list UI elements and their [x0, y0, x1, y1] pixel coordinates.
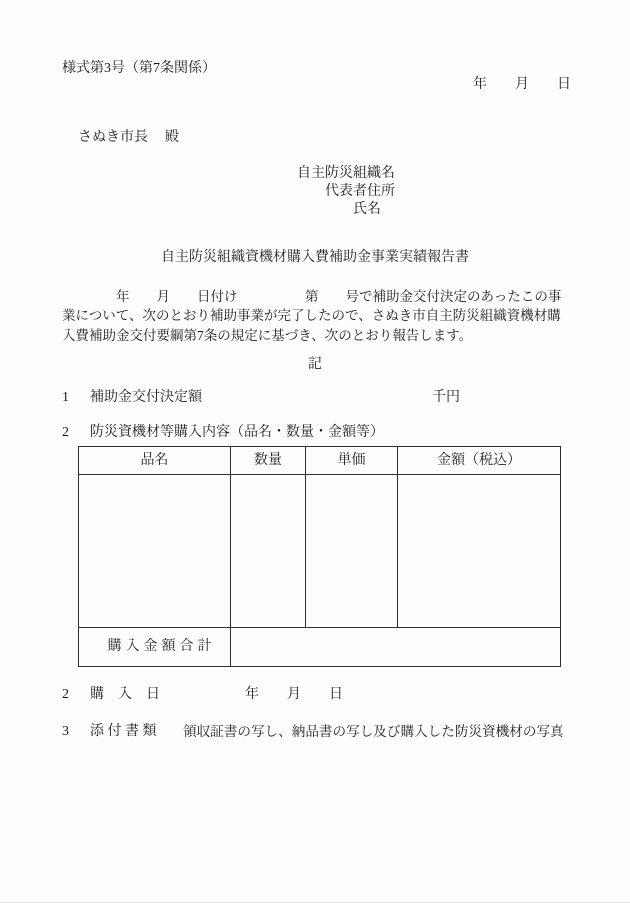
table-total-row [79, 628, 561, 667]
col-header-unit-price: 単価 [306, 447, 398, 475]
cell-quantity [231, 475, 306, 628]
addressee-line [78, 131, 378, 147]
grant-amount-unit: 千円 [432, 390, 460, 405]
purchase-date-blank: 年 月 日 [245, 687, 343, 702]
grant-amount-label: 補助金交付決定額 [90, 390, 202, 405]
attachments-number: 3 [62, 724, 69, 739]
body-line-1: 年 月 日付け 第 号で補助金交付決定のあったこの事 [62, 289, 562, 304]
grant-amount-line [62, 391, 574, 407]
sender-name-label: 氏名 [353, 202, 381, 217]
attachments-line [62, 725, 574, 741]
table-header-row [79, 447, 561, 475]
purchase-date-number: 2 [62, 687, 69, 702]
total-value-cell [231, 628, 561, 667]
body-line-2: 業について、次のとおり補助事業が完了したので、さぬき市自主防災組織資機材購 [62, 308, 561, 324]
col-header-amount: 金額（税込） [398, 447, 561, 475]
sender-org-label: 自主防災組織名 [297, 166, 395, 181]
purchase-detail-line [62, 426, 574, 442]
purchase-date-label: 購 入 日 [90, 687, 160, 702]
cell-item-name [79, 475, 231, 628]
addressee-honorific: 殿 [165, 130, 179, 145]
addressee: さぬき市長 [78, 130, 148, 145]
ki-heading: 記 [308, 357, 322, 372]
document-title: 自主防災組織資機材購入費補助金事業実績報告書 [161, 250, 469, 265]
body-paragraph [62, 287, 574, 345]
form-number: 様式第3号（第7条関係） [62, 61, 216, 76]
purchase-table [78, 446, 561, 667]
purchase-date-line [62, 688, 574, 704]
cell-unit-price [306, 475, 398, 628]
date-blank-line: 年 月 日 [473, 77, 571, 92]
cell-amount [398, 475, 561, 628]
purchase-detail-label: 防災資機材等購入内容（品名・数量・金額等） [90, 425, 384, 440]
attachments-value: 領収証書の写し、納品書の写し及び購入した防災資機材の写真 [183, 724, 564, 739]
sender-address-label: 代表者住所 [325, 184, 395, 199]
col-header-item-name: 品名 [79, 447, 231, 475]
purchase-detail-number: 2 [62, 425, 69, 440]
attachments-label: 添 付 書 類 [90, 724, 157, 739]
col-header-quantity: 数量 [231, 447, 306, 475]
body-line-3: 入費補助金交付要綱第7条の規定に基づき、次のとおり報告します。 [62, 327, 473, 343]
total-label-cell: 購入金額合計 [79, 628, 231, 667]
table-entry-row [79, 475, 561, 628]
grant-amount-number: 1 [62, 390, 69, 405]
